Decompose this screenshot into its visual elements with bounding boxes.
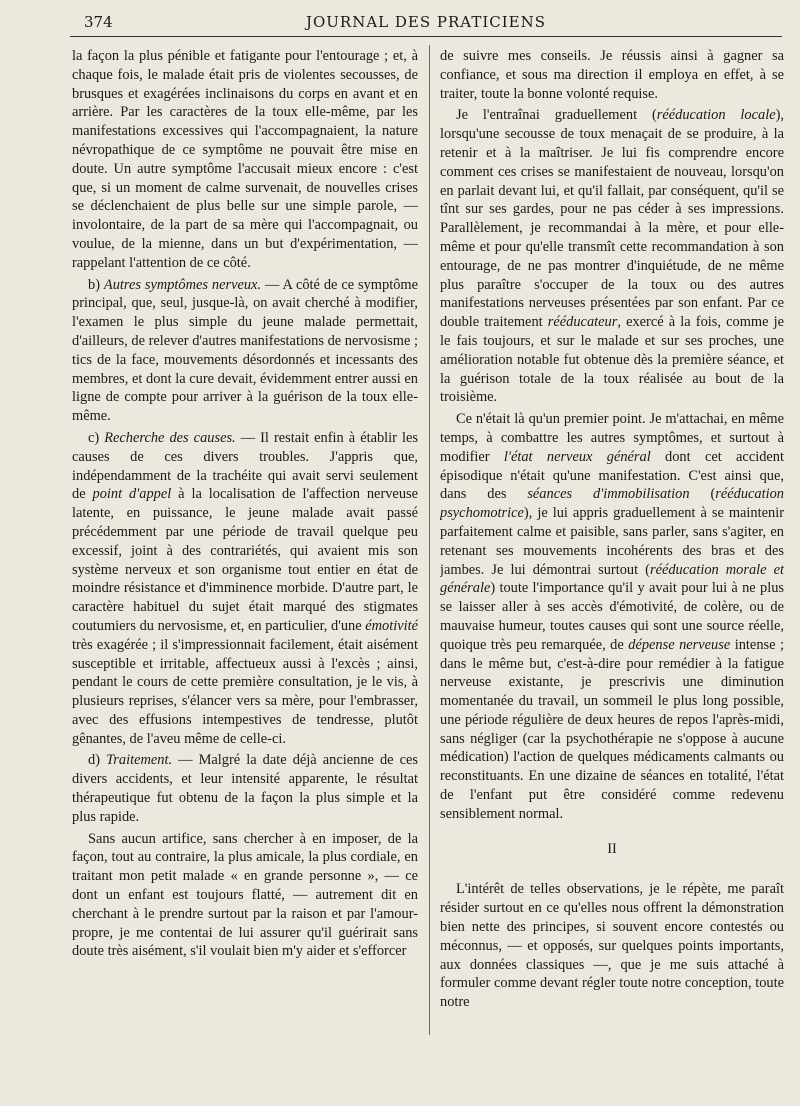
paragraph [72,429,418,749]
page-number: 374 [84,13,113,31]
item-label: c) [88,429,105,446]
paragraph-text: très exagérée ; il s'impressionnait facilement, était aisément susceptible et irritable, affectueux aussi à l'excès ; ainsi, pendant le cours de cette première consultation, je le vis, à plusieurs reprises, s'élancer vers sa mère, pour l'embrasser, avec des effusions intempestives de tendresse, plutôt gênantes, de l'aveu même de celle-ci. [72,636,418,747]
item-label: b) [88,276,104,293]
paragraph-text: ), je lui appris graduellement à se maintenir parfaitement calme et paisible, sans parler, sans s'agiter, en retenant ses mouvements incohérents des bras et des jambes. Je lui démontrai surtout ( [440,505,784,578]
right-column [440,47,784,1057]
paragraph: Sans aucun artifice, sans chercher à en imposer, de la façon, tout au contraire, la plus amicale, la plus cordiale, en traitant mon petit malade « en grande personne », — ce dont un enfant est toujours flatté, — autrement dit en cherchant à le prendre surtout par la raison et par l'amour-propre, je me contentai de lui assurer qu'il guérirait sans doute très aisément, s'il voulait bien m'y aider et s'efforcer [72,830,418,960]
emphasis: émotivité [365,617,418,634]
paragraph-text: Ce n'était là qu'un premier point. Je m'attachai, en même temps, à combattre les autres symptômes, et surtout à modifier [440,411,784,465]
paragraph-text: ), lorsqu'une secousse de toux menaçait de se produire, à la retenir et à la maîtriser. Je lui fis comprendre encore comment ces crises se manifestaient de nouveau, lorsqu'on en parlait devant lui, et qu'il fallait, par conséquent, qu'il se tînt sur ses gardes, pour ne pas céder à ses impressions. Parallèlement, je recommandai à la mère, et pour elle-même et pour qu'elle transmît cette recommandation à son entourage, de ne pas montrer d'inquiétude, de ne même plus paraître s'occuper de la toux ou des autres manifestations nerveuses présentées par son enfant. Par ce double traitement [440,107,784,331]
paragraph-text: ) toute l'importance qu'il y avait pour lui à ne plus se laisser aller à ses accès d'émotivité, de colère, ou de mauvaise humeur, toutes causes qui sont une source réelle, quoique très peu remarquée, de [440,580,784,653]
paragraph: de suivre mes conseils. Je réussis ainsi à gagner sa confiance, et sous ma direction il employa en effet, à se traiter, toute la bonne volonté requise. [440,48,784,102]
paragraph-text: — A côté de ce symptôme principal, que, seul, jusque-là, on avait cherché à modifier, l'examen le plus simple du jeune malade permettait, d'ailleurs, de relever d'autres manifestations de nervosisme ; tics de la face, mouvements désordonnés et incessants des membres, et dont la cure devait, évidemment entrer aussi en ligne de compte pour arriver à la guérison de la toux elle-même. [72,276,418,425]
page-header [70,8,782,37]
section-heading: II [607,840,617,857]
emphasis: rééducation morale et générale [440,561,784,597]
paragraph [72,276,418,426]
subsection-title: Autres symptômes nerveux. [103,276,262,293]
paragraph-text: ( [689,486,716,503]
emphasis: séances d'immobilisation [527,486,690,503]
item-label: d) [88,752,107,769]
paragraph-text: dont cet accident épisodique n'était qu'une manifestation. C'est ainsi que, dans des [440,448,784,503]
paragraph [72,751,418,826]
emphasis: dépense nerveuse [628,636,731,653]
emphasis: rééducation locale [656,107,776,124]
emphasis: point d'appel [92,486,172,503]
paragraph [440,410,784,824]
subsection-title: Traitement. [106,752,173,769]
emphasis: rééducateur [547,314,618,331]
paragraph: L'intérêt de telles observations, je le répète, me paraît résider surtout en ce qu'elles nous offrent la démonstration bien nette des principes, si souvent encore contestés ou méconnus, — et opposés, sur quelques points importants, aux données classiques —, que je me suis attaché à formuler comme devant régler toute notre conception, toute notre [440,881,784,1011]
paragraph-text: — Il restait enfin à établir les causes de ces divers troubles. J'appris que, indépendamment de la trachéite qui avait servi seulement de [72,429,418,503]
journal-title: JOURNAL DES PRATICIENS [305,13,547,31]
paragraph-text: — Malgré la date déjà ancienne de ces divers accidents, et leur intensité apparente, le résultat thérapeutique fut obtenu de la façon la plus simple et la plus rapide. [72,752,418,825]
paragraph-text: , exercé à la fois, comme je le fais toujours, et sur le malade et sur ses proches, une amélioration notable fut obtenue dès la première séance, et la guérison totale de la toux réalisée au bout de la troisième. [440,314,784,406]
left-column [72,47,418,1057]
paragraph: la façon la plus pénible et fatigante pour l'entourage ; et, à chaque fois, le malade était pris de violentes secousses, de brusques et exagérées inclinaisons du corps en avant et en arrière. Par les caractères de la toux elle-même, par les manifestations excessives qui l'accompagnaient, la nature névropathique de ce symptôme ne pouvait être mise en doute. Un autre symptôme l'accusait mieux encore : c'est que, si un moment de calme survenait, de nouvelles crises se déclenchaient de plus belle sur une simple parole, — involontaire, de la part de sa mère qui l'accompagnait, ou voulue, de la mienne, dans un but d'expérimentation, — rappelant l'attention de ce côté. [72,48,418,271]
subsection-title: Recherche des causes. [104,429,236,446]
paragraph-text: intense ; dans le même but, c'est-à-dire pour remédier à la fatigue nerveuse existante, je prescrivis une diminution momentanée du travail, un sommeil le plus long possible, une période régulière de deux heures de repos l'après-midi, sans négliger (car la psychothérapie ne s'oppose à aucune médication) l'action de quelques médicaments calmants ou reconstituants. En une dizaine de séances en totalité, l'état de l'enfant put être considéré comme redevenu sensiblement normal. [440,636,784,822]
column-divider [429,45,430,1035]
emphasis: l'état nerveux général [503,448,651,465]
paragraph [440,106,784,407]
emphasis: rééducation psychomotrice [440,486,784,522]
paragraph-text: à la localisation de l'affection nerveuse latente, en puissance, le jeune malade avait passé précédemment par une période de travail quelque peu excessif, joint à des contrariétés, qui avaient mis son système nerveux et son organisme tout entier en état de moindre résistance et d'imminence morbide. D'autre part, le caractère habituel du sujet était marqué des stigmates coutumiers du nervosisme, et, en particulier, d'une [72,486,418,634]
paragraph-text: Je l'entraînai graduellement ( [456,107,657,124]
